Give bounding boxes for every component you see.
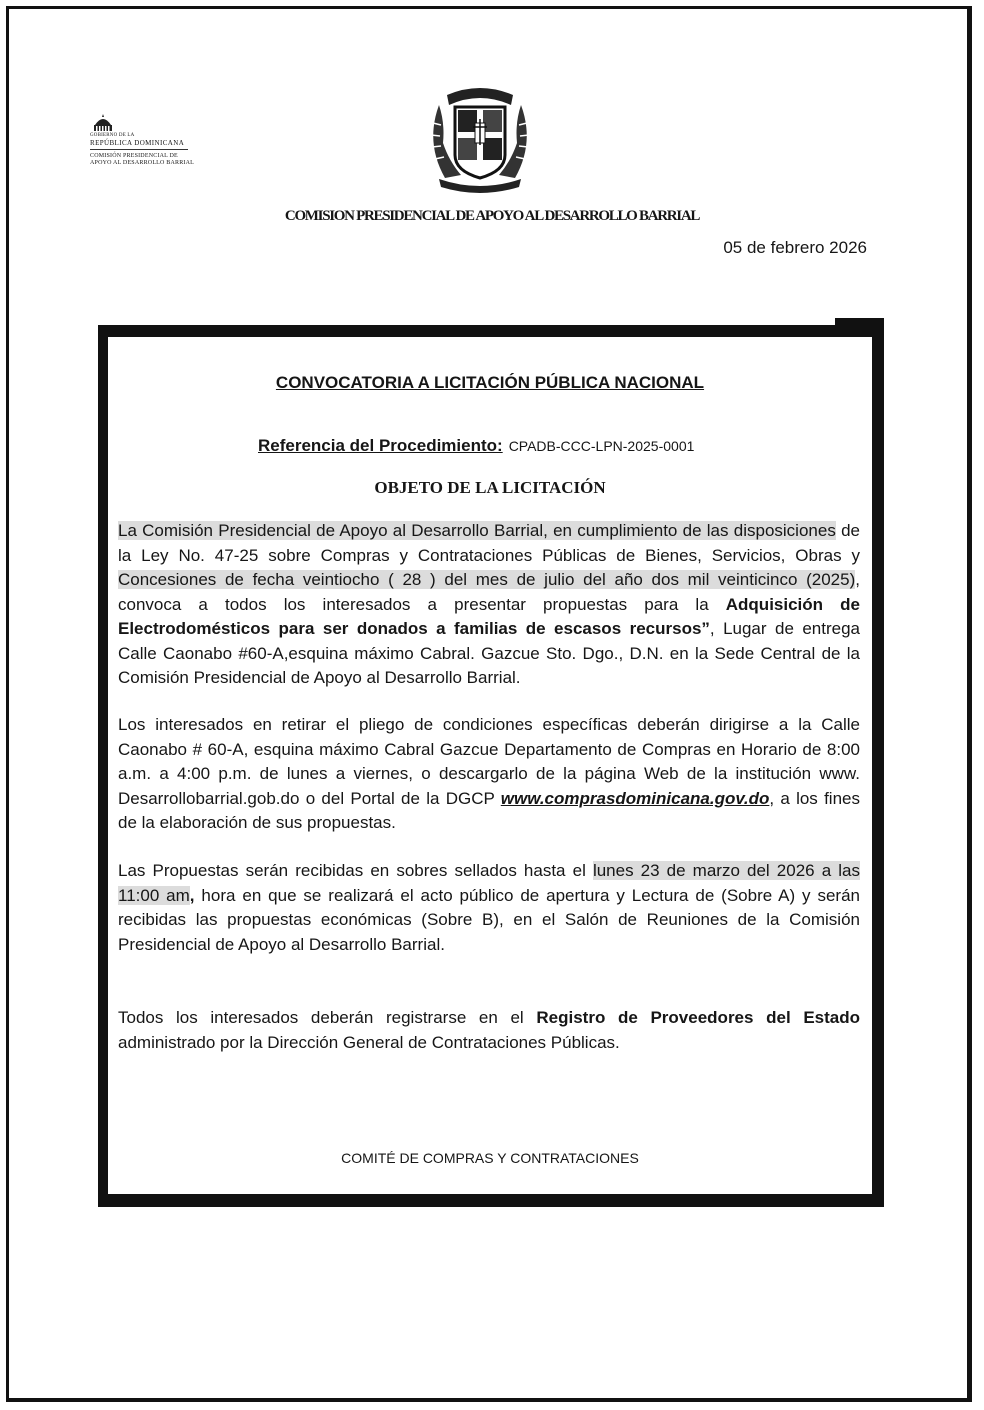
paragraph-conditions: Los interesados en retirar el pliego de condiciones específicas deberán dirigirse a la Calle Caonabo # 60-A, esquina máximo Cabral Gazcue Departamento de Compras en Horario de 8:00 a.m. a 4:00 p.m. de lunes a viernes, o descargarlo de la página Web de la institución www. Desarrollobarrial.gob.do o del Portal de la DGCP www.comprasdominicana.gov.do, a los fines de la elaboración de sus propuestas. xyxy=(118,715,860,832)
logo-line-1: GOBIERNO DE LA xyxy=(90,133,135,138)
dominican-coat-of-arms-icon xyxy=(425,83,535,193)
reference-value: CPADB-CCC-LPN-2025-0001 xyxy=(508,438,695,454)
government-dome-logo-icon xyxy=(92,113,114,133)
notice-title: CONVOCATORIA A LICITACIÓN PÚBLICA NACIONAL xyxy=(275,373,705,392)
logo-line-3: COMISIÓN PRESIDENCIAL DE APOYO AL DESARROLLO BARRIAL xyxy=(90,153,195,166)
notice-box xyxy=(98,325,884,1207)
committee-signature: COMITÉ DE COMPRAS Y CONTRATACIONES xyxy=(341,1150,639,1166)
logo-divider xyxy=(90,149,188,150)
reference-label: Referencia del Procedimiento: xyxy=(258,436,503,455)
logo-line-2: REPÚBLICA DOMINICANA xyxy=(90,139,185,147)
paragraph-convocation: La Comisión Presidencial de Apoyo al Desarrollo Barrial, en cumplimiento de las disposiciones de la Ley No. 47-25 sobre Compras y Contrataciones Públicas de Bienes, Servicios, Obras y Concesiones de fecha veintiocho ( 28 ) del mes de julio del año dos mil veinticinco (2025), convoca a todos los interesados a presentar propuestas para la Adquisición de Electrodomésticos para ser donados a familias de escasos recursos”, Lugar de entrega Calle Caonabo #60-A,esquina máximo Cabral. Gazcue Sto. Dgo., D.N. en la Sede Central de la Comisión Presidencial de Apoyo al Desarrollo Barrial. xyxy=(118,521,860,687)
document-date: 05 de febrero 2026 xyxy=(723,238,867,257)
paragraph-registration: Todos los interesados deberán registrarse en el Registro de Proveedores del Estado administrado por la Dirección General de Contrataciones Públicas. xyxy=(118,1008,861,1052)
government-logo xyxy=(90,113,210,173)
compras-dominicana-link[interactable]: www.comprasdominicana.gov.do xyxy=(500,788,770,808)
object-heading: OBJETO DE LA LICITACIÓN xyxy=(374,478,606,497)
paragraph-proposals: Las Propuestas serán recibidas en sobres sellados hasta el lunes 23 de marzo del 2026 a las 11:00 am, hora en que se realizará el acto público de apertura y Lectura de (Sobre A) y serán recibidas las propuestas económicas (Sobre B), en el Salón de Reuniones de la Comisión Presidencial de Apoyo al Desarrollo Barrial. xyxy=(118,861,860,954)
organization-name: COMISION PRESIDENCIAL DE APOYO AL DESARROLLO BARRIAL xyxy=(284,208,700,224)
procedure-reference xyxy=(258,436,694,456)
